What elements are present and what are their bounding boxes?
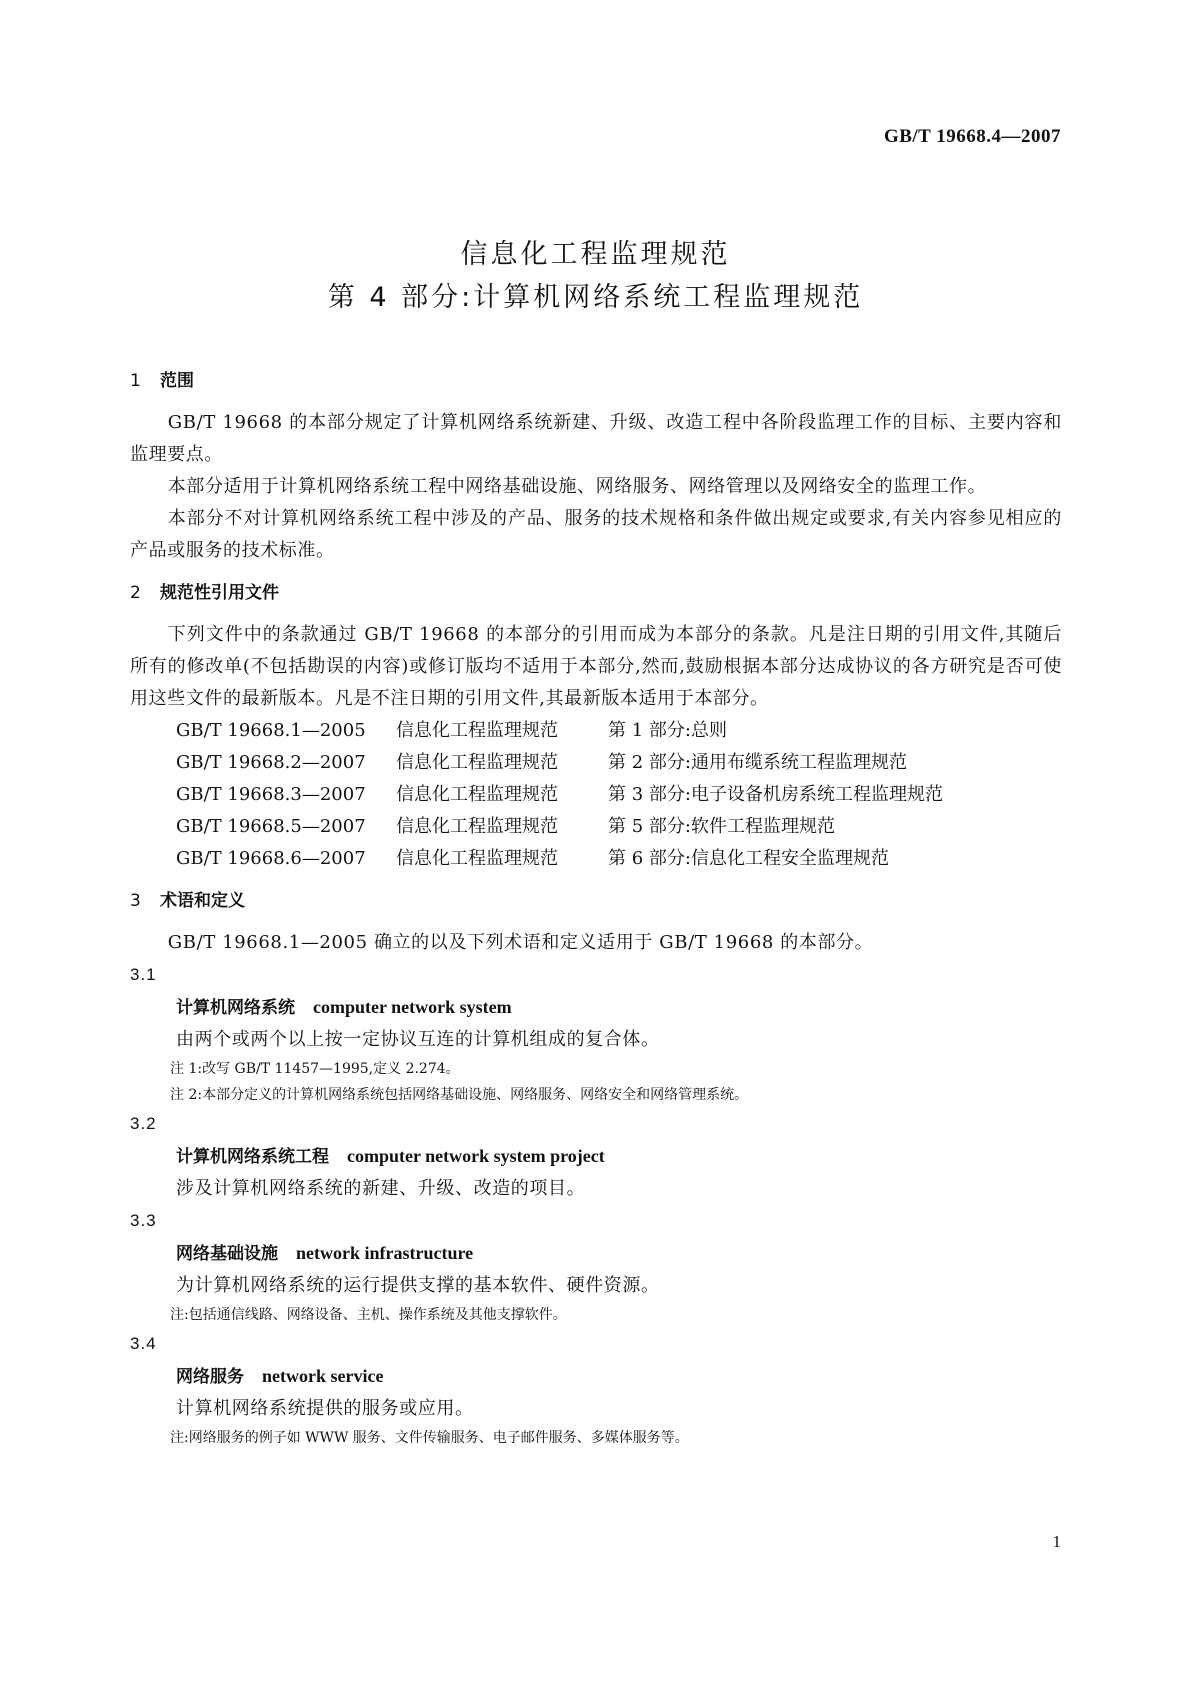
term-note: 注 1:改写 GB/T 11457—1995,定义 2.274。 [170,1061,460,1077]
term-note: 注:网络服务的例子如 WWW 服务、文件传输服务、电子邮件服务、多媒体服务等。 [170,1430,689,1446]
term-name-en: computer network system [313,997,512,1017]
document-body [130,365,1062,1451]
reference-code: GB/T 19668.5—2007 [176,816,366,837]
reference-series: 信息化工程监理规范 [396,816,558,837]
reference-code: GB/T 19668.2—2007 [176,752,366,773]
page-number: 1 [1052,1532,1061,1551]
term-name [130,991,1062,1024]
paragraph: 本部分不对计算机网络系统工程中涉及的产品、服务的技术规格和条件做出规定或要求,有关内容参见相应的产品或服务的技术标准。 [130,508,1062,561]
section-heading-scope [130,365,1062,397]
reference-code: GB/T 19668.3—2007 [176,784,366,805]
reference-part: 第 2 部分:通用布缆系统工程监理规范 [608,752,907,773]
paragraph: GB/T 19668.1—2005 确立的以及下列术语和定义适用于 GB/T 19668 的本部分。 [167,932,874,953]
paragraph: GB/T 19668 的本部分规定了计算机网络系统新建、升级、改造工程中各阶段监理工作的目标、主要内容和监理要点。 [130,412,1062,465]
reference-item [130,811,1062,843]
term-definition: 涉及计算机网络系统的新建、升级、改造的项目。 [176,1178,586,1199]
term-name-en: network service [262,1366,384,1386]
reference-series: 信息化工程监理规范 [396,752,558,773]
term-definition: 由两个或两个以上按一定协议互连的计算机组成的复合体。 [176,1029,660,1050]
term-name-zh: 计算机网络系统工程 [176,1147,329,1167]
reference-item [130,715,1062,747]
term-name-zh: 计算机网络系统 [176,998,295,1018]
term-name-en: computer network system project [347,1146,605,1166]
standard-number: GB/T 19668.4—2007 [883,126,1061,147]
reference-code: GB/T 19668.6—2007 [176,848,366,869]
reference-item [130,747,1062,779]
term-name [130,1237,1062,1270]
term-definition: 为计算机网络系统的运行提供支撑的基本软件、硬件资源。 [176,1275,660,1296]
reference-part: 第 5 部分:软件工程监理规范 [608,816,835,837]
term-number: 3.3 [130,1211,157,1230]
reference-item [130,779,1062,811]
document-subtitle: 第 4 部分:计算机网络系统工程监理规范 [327,282,864,313]
section-number: 3 [130,891,141,911]
term-name-zh: 网络服务 [176,1367,244,1387]
term-name [130,1360,1062,1393]
term-note: 注 2:本部分定义的计算机网络系统包括网络基础设施、网络服务、网络安全和网络管理系统。 [170,1087,749,1103]
reference-series: 信息化工程监理规范 [396,848,558,869]
term-number: 3.4 [130,1334,157,1353]
section-number: 1 [130,371,141,391]
section-heading-terms [130,885,1062,917]
section-number: 2 [130,583,141,603]
document-title: 信息化工程监理规范 [460,239,731,270]
reference-series: 信息化工程监理规范 [396,784,558,805]
reference-part: 第 1 部分:总则 [608,720,727,741]
reference-series: 信息化工程监理规范 [396,720,558,741]
reference-list [130,715,1062,875]
paragraph: 下列文件中的条款通过 GB/T 19668 的本部分的引用而成为本部分的条款。凡是注日期的引用文件,其随后所有的修改单(不包括勘误的内容)或修订版均不适用于本部分,然而,鼓励根据本部分达成协议的各方研究是否可使用这些文件的最新版本。凡是不注日期的引用文件,其最新版本适用于本部分。 [130,624,1062,709]
paragraph: 本部分适用于计算机网络系统工程中网络基础设施、网络服务、网络管理以及网络安全的监理工作。 [167,476,987,497]
reference-part: 第 3 部分:电子设备机房系统工程监理规范 [608,784,943,805]
section-title: 规范性引用文件 [160,583,279,603]
reference-code: GB/T 19668.1—2005 [176,720,366,741]
term-number: 3.1 [130,965,157,984]
section-heading-normative-references [130,577,1062,609]
reference-part: 第 6 部分:信息化工程安全监理规范 [608,848,889,869]
term-name [130,1140,1062,1173]
term-name-en: network infrastructure [296,1243,474,1263]
section-title: 范围 [160,371,194,391]
term-note: 注:包括通信线路、网络设备、主机、操作系统及其他支撑软件。 [170,1307,567,1323]
term-definition: 计算机网络系统提供的服务或应用。 [176,1398,474,1419]
reference-item [130,843,1062,875]
section-title: 术语和定义 [160,891,245,911]
term-number: 3.2 [130,1114,157,1133]
term-name-zh: 网络基础设施 [176,1244,278,1264]
